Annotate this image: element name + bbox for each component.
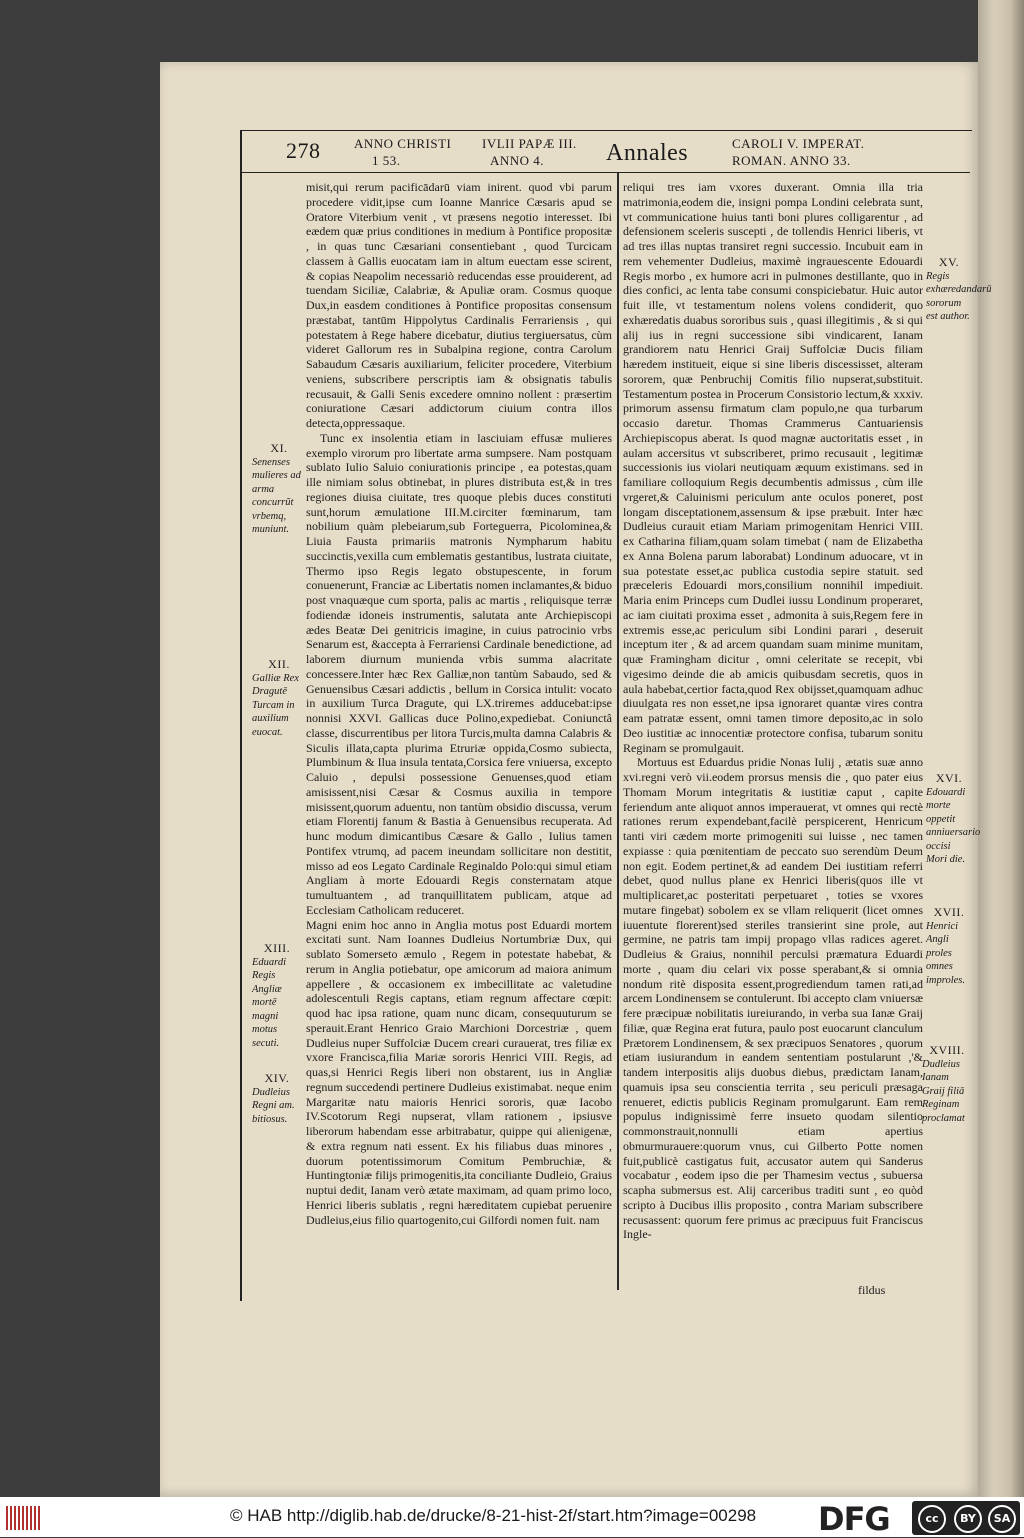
right-text-column (623, 180, 923, 1242)
margin-note-text: Dudleius Regni am. bitiosus. (252, 1086, 295, 1125)
page-number: 278 (286, 138, 321, 163)
margin-note (926, 771, 981, 867)
year-label: 1 53. (372, 153, 401, 168)
margin-note (252, 658, 306, 739)
page-title: Annales (606, 140, 689, 166)
margin-note (926, 906, 972, 987)
margin-note-number: XIII. (263, 941, 291, 955)
license-badge[interactable] (912, 1501, 1020, 1535)
margin-note-text: Senenses mulieres ad arma concurrũt vrbemq, muniunt. (252, 456, 301, 535)
column-divider (617, 172, 619, 1290)
margin-note (252, 442, 306, 537)
barcode-icon (6, 1506, 40, 1530)
paragraph: Mortuus est Eduardus pridie Nonas Iulij , ætatis suæ anno xvi.regni verò vii.eodem prorsus mensis die , quo pater eius Thomam Morum integritatis & iustitiæ caput , capite feriendum ante aliquot annos imperauerat, vt omnes qui rectè rationes rerum expendebant,facilè perspicerent, Henricum tanti viri cædem morte primogeniti sui luisse , nec tamen expiasse : quia pœnitentiam de peccato suo serendùm Deum non egit. Eodem pertinet,& ad eandem Dei iustitiam referri debet, quod nullus plane ex Henrici liberis(quos ille vt multiplicaret,ac posteritati perpetuaret , toties se vxores mutare fingebat) sobolem ex se vllam reliquerit (licet omnes iuuentute florerent)sed steriles transierint sine prole, aut germine, ne patris tam impij propago vllas radices ageret. Dudleius & Graius, nonnihil perculsi præmatura Eduardi morte , quam diu celari vix posse sperabant,& si omnia nondum ritè disposita essent,progrediendum tamen rati,ad arcem Londinensem se contulerunt. Ibi accepto clam vniuersæ fere præcipuæ nobilitatis iureiurando, in verba sua Ianæ Graij filiæ, quæ Regina erat futura, paulo post euocarunt clanculum Prætorem Londinensem, & sex præcipuos Senatores , quorum etiam iusiurandum in eandem sententiam postularunt ,'& tandem interpositis alijs duobus diebus, prædictam Ianam, quamuis ipsa seu conscientia territa , seu periculi præsaga renueret, edictis publicis Reginam promulgarunt. Eam rem populus indignissimè ferre insueto quodam silentio commonstrauit,nonnulli etiam apertius obmurmurauere:quorum vnus, cui Gilberto Potte nomen fuit,publicè castigatus fuit, accusator autem qui Sanderus vocabatur , eodem ipso die per Thamesim vectus , subuersa scapha submersus est. Alij carceribus traditi sunt , eo quòd scripto à Ducibus illis proposito , contra Mariam subscribere recusassent: quorum fere primus ac præcipuus fuit Franciscus Ingle- (623, 755, 923, 1242)
cc-icon: cc (918, 1505, 946, 1533)
anno-christi-label: ANNO CHRISTI (354, 136, 452, 151)
margin-note-text: Edouardi morte oppetit anniuersario occisi Mori die. (926, 786, 981, 865)
source-link[interactable]: © HAB http://diglib.hab.de/drucke/8-21-hist-2f/start.htm?image=00298 (230, 1506, 757, 1525)
sa-icon: SA (988, 1505, 1016, 1533)
margin-note (922, 1044, 972, 1125)
margin-note-number: XI. (270, 441, 288, 455)
margin-note-number: XII. (268, 657, 290, 671)
catchword: fildus (858, 1283, 886, 1297)
margin-note-number: XVI. (935, 771, 963, 785)
margin-note-text: Regis exhæredandarū sororum est author. (926, 270, 992, 322)
emperor-label: CAROLI V. IMPERAT. (732, 136, 865, 151)
margin-note (252, 942, 302, 1050)
margin-note (252, 1072, 302, 1126)
margin-note-text: Galliæ Rex Dragutē Turcam in auxilium euocat. (252, 672, 299, 738)
paragraph: Tunc ex insolentia etiam in lasciuiam effusæ mulieres exemplo virorum pro libertate arma sumpsere. Nam postquam sublato Iulio Saluio coniurationis principe , ea potestas,quam ille nimiam solus obtinebat, in plures distributa est,& in tres regiones diuisa ciuitate, tres quoque plebis duces constituti sunt,horum æmulatione III.M.circiter fœminarum, tam nobilium quàm plebeiarum,sub Forteguerra, Picolominea,& Liuia Fausta primariis matronis Nympharum habitu succinctis,vexilla cum emblematis gestantibus, lustrata ciuitate, Thermo ipso Regis legato obstupescente, in forum conuenerunt, Franciæ ac Libertatis nomen inclamantes,& biduo post vnaquæque cum sporta, palis ac martis , reliquisque terræ fodiendæ idoneis instrumentis, salutata ante Archiepiscopi ædes Beatæ Dei genitricis imagine, in cuius patrocinio vrbs Senarum est, &accepta à Ferrariensi Cardinale benedictione, ad laborem diurnum munienda vrbis summa alacritate concessere.Inter hæc Rex Galliæ,non tantùm Sabaudo, sed & Genuensibus Cæsari addictis , bellum in Corsica intulit: vocato in auxilium Turca Dragute, qui LX.triremes adducebat:ipse nonnisi XXVI. Gallicas duce Polino,expediebat. Coniunctâ classe, discurrentibus per litora Turcis,multa damna Calabris & Siculis illata,capta plurima Etruriæ oppida,Cosmo subiecta, Plumbinum & Ilua insula tentata,Corsica fere vniuersa, excepto Caluio , depulsi possessione Genuenses,quod etiam amisissent,nisi Cæsar & Cosmus auxilia in tempore misissent,quorum aduentu, non tantùm obsidio discussa, verum etiam Florentij fanum & Bastia à Genuensibus recuperata. Ad hunc modum dimicantibus Cæsare & Gallo , Iulius tamen Pontifex vtrumq, ad pacem ineundam sollicitare non destitit, misso ad eos Legato Cardinale Reginaldo Polo:qui simul etiam Angliam à morte Edouardi Regis consternatam atque tumultuantem , ad tranquillitatem publicam, atque ad Ecclesiam Catholicam reduceret. (306, 430, 612, 917)
margin-note-number: XIV. (264, 1071, 290, 1085)
left-text-column (306, 180, 612, 1227)
margin-note-number: XV. (938, 255, 960, 269)
margin-note-number: XVII. (933, 905, 965, 919)
running-head (240, 132, 970, 173)
margin-note (926, 255, 992, 324)
paragraph: Magni enim hoc anno in Anglia motus post Eduardi mortem excitati sunt. Nam Ioannes Dudleius Nortumbriæ Dux, qui sublato Somerseto æmulo , Regem in potestate habebat, & rerum in Anglia potiebatur, ope amicorum ad maiora animum appellere , & occasionem ex imbecillitate ac valetudine adolescentuli Regis captans, etiam regnum affectare cœpit: quod hac ipsa ratione, quam nunc dicam, consequuturum se sperauit.Erant Henrico Graio Marchioni Dorcestriæ , quem Dudleius nuper Suffolciæ Ducem creari curauerat, tres filiæ ex vxore Francisca,filia Mariæ sororis Henrici VIII. Regis, ad quas,si Henrici Regis liberi non obstarent, ius in Angliæ regnum succedendi pertinere Dudleius existimabat. neque enim Margaritæ natu maioris Henrici sororis, quæ Iacobo IV.Scotorum Regi nupserat, vllam rationem , ipsiusve liberorum habendam esse arbitrabatur, quippe qui alienigenæ, & extra regnum nati essent. Ex his filiabus duas minores , duorum potentissimorum Comitum Pembruchiæ, & Huntingtoniæ filijs primogenitis,ita conciliante Dudleio, Graius nuptui dedit, Ianam verò ætate maximam, ad quam primo loco, Henrici liberis sublatis , regni hæreditatem cupiebat peruenire Dudleius,eius filio quartogenito,cui Gilfordi nomen fuit. nam (306, 917, 612, 1227)
paragraph: misit,qui rerum pacificādarū viam inirent. quod vbi parum procedere vidit,ipse cum Ioanne Manrice Cæsaris apud se Oratore Viterbium venit , vt præsens negotio interesset. Ibi eædem quæ prius conditiones in medium à Pontifice propositæ , in quas tunc Cæsariani consentiebant , quod Turcicam classem à Gallis euocatam iam in altum euectam esse scirent, & copias Neapolim necessariò reducendas esse prouiderent, ad tuendam Siciliæ, Calabriæ, & Apuliæ oram. Cosmus quoque Dux,in easdem conditiones à Pontifice propositas consensum præstabat, tantūm Hippolytus Cardinalis Ferrariensis , qui potestatem à Rege habere dicebatur, diutius tergiuersatus, cùm videret Gallorum res in Subalpina regione, contra Carolum Sabaudum Cæsaris auxiliarium, feliciter procedere, Viterbium veniens, subscribere perscriptis iam & obsignatis tabulis recusauit, & Galli Senis excedere omnino nollent : præsertim coniuratione Cæsari addictorum ciuium contra illos detecta,oppressaque. (306, 180, 612, 430)
margin-note-text: Eduardi Regis Angliæ mortē magni motus secuti. (252, 956, 287, 1049)
pope-year-label: ANNO 4. (490, 153, 545, 168)
pope-label: IVLII PAPÆ III. (482, 136, 577, 151)
margin-note-number: XVIII. (929, 1043, 965, 1057)
emperor-year-label: ROMAN. ANNO 33. (732, 153, 851, 168)
margin-note-text: Dudleius Ianam Graij filiā Reginam proclamat (922, 1058, 965, 1124)
paragraph: reliqui tres iam vxores duxerant. Omnia illa tria matrimonia,eodem die, insigni pompa Londini celebrata sunt, vt communicatione huius tanti boni plures colligarentur , ad defensionem sceleris suscepti , de tollendis Henrici liberis, vt ad tres illas nuptas transiret regni successio. Incubuit eam in rem vehementer Dudleius, maximè ingrauescente Edouardi Regis morbo , ex humore acri in pulmones destillante, quo in dies confici, ac lenta tabe consumi conspiciebatur. Huic autor fuit ille, vt testamentum nolens volens condiderit, quo exhæredatis duabus sororibus suis , quasi illegitimis , & si qui alij ius in regni successione sibi vindicarent, Ianam grandiorem natu Henrici Graij Suffolciæ Ducis filiam hæredem institueit, eique si sine liberis discessisset, alteram sororem, quæ Penbruchij Comitis filio nupserat,substituit. Testamentum postea in Procerum Consistorio lectum,& xxxiv. primorum assensu firmatum clam populo,ne qua turbarum occasio daretur. Thomas Crammerus Cantuariensis Archiepiscopus aberat. Is quod magnæ auctoritatis esset , in aulam accersitus vt subscriberet, primo recusauit , legitimæ successionis ius violari neutiquam æquum existimans. sed in familiare colloquium Regis decumbentis admissus , cùm ille vrgeret,& Caluinismi periculum ante oculos poneret, post longam disceptationem,assensum & ipse præbuit. Inter hæc Dudleius curauit etiam Mariam primogenitam Henrici VIII. ex Catharina filiam,quam solam timebat ( nam de Elizabetha ex Anna Bolena parum laborabat) Londinum aduocare, vt in sua potestate esset,ac publica custodia sepire statuit. sed præceleris Edouardi mors,consilium nonnihil impediuit. Maria enim Princeps cum Dudlei iussu Londinum properaret, ac iam ciuitati proxima esset , admonita à suis,Regem fere in extremis esse,ac periculum sibi Londini parari , deseruit inceptum iter , & ad arcem quandam suam minime munitam, quæ Framingham dicitur , omni celeritate se recepit, vbi vigesimo deinde die ab amicis quibusdam secretis, quos in aula habebat,certior facta,quod Rex obijsset,quamquam adhuc diuulgata res non esset,ne ipsa ignoraret quantæ vires contra eam patratæ essent, omni tamen timore deposito,ac in solo Deo iustitiæ ac innocentiæ protectore confisa, tubarum sonitu Reginam se promulgauit. (623, 180, 923, 755)
book-spine (978, 0, 1024, 1497)
dfg-logo: DFG (818, 1500, 890, 1538)
margin-note-text: Henrici Angli proles omnes improles. (926, 920, 965, 986)
by-icon: BY (954, 1505, 982, 1533)
